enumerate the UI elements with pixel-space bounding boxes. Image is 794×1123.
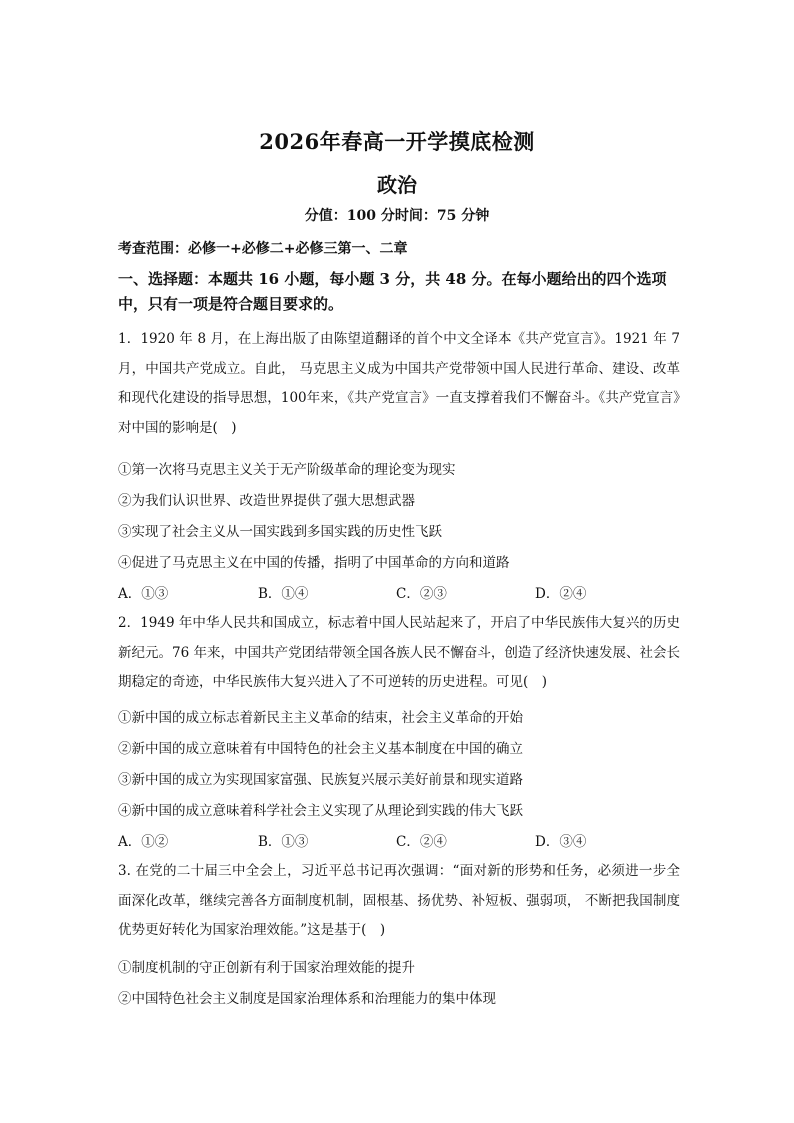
score-time-info: 分值：100 分时间：75 分钟 — [304, 208, 490, 224]
question-2-choice-c[interactable]: C．②④ — [396, 834, 447, 850]
question-1-choice-d[interactable]: D．②④ — [535, 586, 587, 602]
question-3-stem: 3. 在党的二十届三中全会上，习近平总书记再次强调：“面对新的形势和任务，必须进一步全面深化改革，继续完善各方面制度机制，固根基、扬优势、补短板、强弱项， 不断把我国制度优势更好转化为国家治理效能。”这是基于( ) — [118, 863, 680, 938]
question-3-item-1: ①制度机制的守正创新有利于国家治理效能的提升 — [118, 960, 415, 976]
question-1-choice-a[interactable]: A．①③ — [118, 586, 169, 602]
question-1-stem: 1．1920 年 8 月，在上海出版了由陈望道翻译的首个中文全译本《共产党宣言》。1921 年 7 月，中国共产党成立。自此， 马克思主义成为中国共产党带领中国人民进行革命、建设、改革和现代化建设的指导思想，100年来，《共产党宣言》一直支撑着我们不懈奋斗。《共产党宣言》对中国的影响是( ) — [118, 331, 680, 436]
question-1-item-1: ①第一次将马克思主义关于无产阶级革命的理论变为现实 — [118, 462, 456, 478]
question-2-item-1: ①新中国的成立标志着新民主主义革命的结束，社会主义革命的开始 — [118, 710, 523, 726]
section-heading: 一、选择题：本题共 16 小题，每小题 3 分，共 48 分。在每小题给出的四个选项中，只有一项是符合题目要求的。 — [118, 270, 667, 313]
question-2-item-2: ②新中国的成立意味着有中国特色的社会主义基本制度在中国的确立 — [118, 741, 523, 757]
exam-title: 2026年春高一开学摸底检测 — [259, 129, 535, 154]
question-1-item-3: ③实现了社会主义从一国实践到多国实践的历史性飞跃 — [118, 524, 442, 540]
exam-scope: 考查范围：必修一+必修二+必修三第一、二章 — [118, 241, 408, 257]
question-2-item-3: ③新中国的成立为实现国家富强、民族复兴展示美好前景和现实道路 — [118, 772, 523, 788]
question-2-stem: 2．1949 年中华人民共和国成立，标志着中国人民站起来了，开启了中华民族伟大复兴的历史新纪元。76 年来，中国共产党团结带领全国各族人民不懈奋斗，创造了经济快速发展、社会长期稳定的奇迹，中华民族伟大复兴进入了不可逆转的历史进程。可见( ) — [118, 615, 680, 690]
question-2-choice-d[interactable]: D．③④ — [535, 834, 587, 850]
question-1-item-2: ②为我们认识世界、改造世界提供了强大思想武器 — [118, 493, 415, 509]
question-1-item-4: ④促进了马克思主义在中国的传播，指明了中国革命的方向和道路 — [118, 555, 510, 571]
question-1-choice-c[interactable]: C．②③ — [396, 586, 447, 602]
question-3-item-2: ②中国特色社会主义制度是国家治理体系和治理能力的集中体现 — [118, 991, 496, 1007]
subject-title: 政治 — [377, 173, 417, 197]
question-2-item-4: ④新中国的成立意味着科学社会主义实现了从理论到实践的伟大飞跃 — [118, 803, 523, 819]
question-2-choice-a[interactable]: A．①② — [118, 834, 169, 850]
question-1-choice-b[interactable]: B．①④ — [258, 586, 309, 602]
question-2-choice-b[interactable]: B．①③ — [258, 834, 309, 850]
